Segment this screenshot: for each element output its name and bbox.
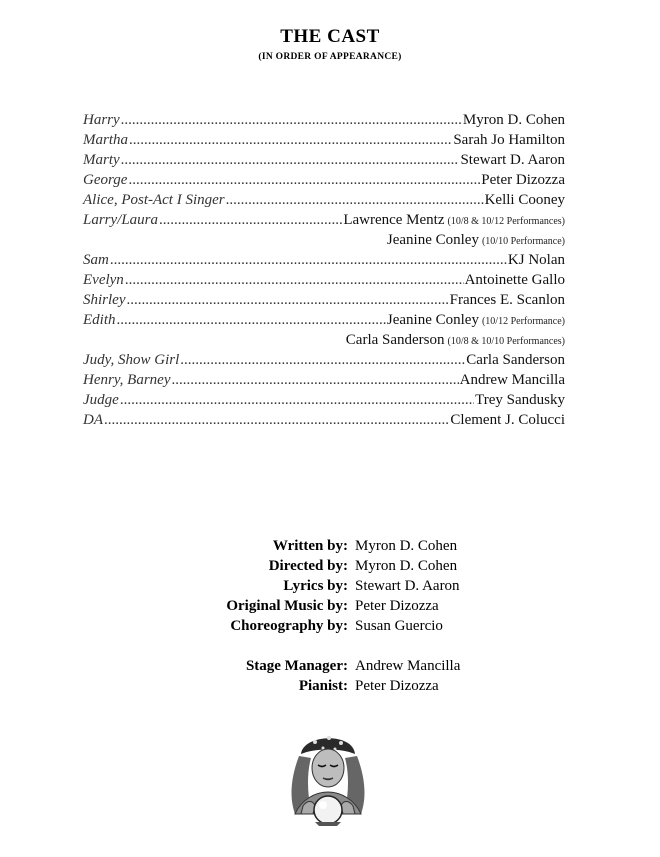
cast-role: George (83, 172, 128, 188)
cast-role: Harry (83, 112, 120, 128)
credit-row (0, 596, 660, 616)
cast-actor: Lawrence Mentz (343, 212, 445, 228)
cast-actor: Frances E. Scanlon (449, 292, 565, 308)
cast-actor: Kelli Cooney (484, 192, 565, 208)
cast-actor: Sarah Jo Hamilton (453, 132, 565, 148)
cast-row (83, 110, 565, 130)
dot-leader (117, 310, 386, 330)
cast-row (83, 350, 565, 370)
performance-note: (10/12 Performance) (481, 316, 565, 327)
cast-actor: KJ Nolan (507, 252, 565, 268)
cast-row (83, 190, 565, 210)
cast-actor: Andrew Mancilla (459, 372, 565, 388)
credits-block (0, 536, 660, 696)
credit-row (0, 536, 660, 556)
cast-row (83, 130, 565, 150)
fortune-teller-crystal-ball-icon (281, 722, 375, 827)
cast-actor: Trey Sandusky (475, 392, 565, 408)
cast-role: Judge (83, 392, 119, 408)
cast-row (83, 230, 565, 250)
cast-row (83, 310, 565, 330)
cast-actor: Jeanine Conley (386, 232, 479, 248)
credit-value: Peter Dizozza (355, 598, 439, 614)
credit-row (0, 616, 660, 636)
cast-row (83, 390, 565, 410)
cast-actor: Myron D. Cohen (462, 112, 565, 128)
performance-note: (10/10 Performance) (481, 236, 565, 247)
cast-row (83, 150, 565, 170)
cast-row (83, 330, 565, 350)
cast-row (83, 210, 565, 230)
cast-row (83, 250, 565, 270)
dot-leader (226, 190, 484, 210)
cast-role: Alice, Post-Act I Singer (83, 192, 225, 208)
cast-list (83, 110, 565, 430)
cast-role: Evelyn (83, 272, 124, 288)
credit-label: Lyrics by: (283, 578, 348, 594)
dot-leader (121, 110, 462, 130)
cast-actor: Antoinette Gallo (464, 272, 565, 288)
credit-value: Susan Guercio (355, 618, 443, 634)
credit-value: Stewart D. Aaron (355, 578, 460, 594)
cast-role: Edith (83, 312, 116, 328)
cast-row (83, 270, 565, 290)
cast-role: Shirley (83, 292, 126, 308)
dot-leader (180, 350, 465, 370)
cast-actor: Jeanine Conley (386, 312, 479, 328)
cast-row (83, 290, 565, 310)
cast-actor: Carla Sanderson (466, 352, 565, 368)
credit-label: Directed by: (268, 558, 348, 574)
cast-row (83, 170, 565, 190)
dot-leader (128, 170, 480, 190)
cast-role: Larry/Laura (83, 212, 159, 228)
cast-actor: Clement J. Colucci (450, 412, 565, 428)
credit-label: Choreography by: (230, 618, 348, 634)
staff-row (0, 676, 660, 696)
cast-role: Marty (83, 152, 120, 168)
cast-role: Henry, Barney (83, 372, 171, 388)
cast-actor: Carla Sanderson (345, 332, 445, 348)
cast-role: Martha (83, 132, 128, 148)
performance-note: (10/8 & 10/10 Performances) (447, 336, 565, 347)
dot-leader (127, 290, 449, 310)
dot-leader (171, 370, 458, 390)
cast-role: Sam (83, 252, 109, 268)
staff-label: Pianist: (298, 678, 348, 694)
cast-row (83, 370, 565, 390)
page-title: THE CAST (280, 26, 380, 47)
staff-value: Andrew Mancilla (355, 658, 461, 674)
dot-leader (110, 250, 507, 270)
credit-value: Myron D. Cohen (355, 538, 458, 554)
credit-row (0, 556, 660, 576)
cast-actor: Peter Dizozza (481, 172, 565, 188)
credit-value: Myron D. Cohen (355, 558, 458, 574)
dot-leader (121, 150, 460, 170)
cast-role: Judy, Show Girl (83, 352, 180, 368)
dot-leader (129, 130, 452, 150)
page-subtitle: (IN ORDER OF APPEARANCE) (258, 52, 402, 62)
staff-value: Peter Dizozza (355, 678, 439, 694)
dot-leader (120, 390, 474, 410)
dot-leader (125, 270, 464, 290)
cast-actor: Stewart D. Aaron (460, 152, 565, 168)
credit-label: Written by: (272, 538, 348, 554)
credit-label: Original Music by: (226, 598, 348, 614)
spacer (0, 636, 660, 656)
credit-row (0, 576, 660, 596)
dot-leader (104, 410, 449, 430)
cast-role: DA (83, 412, 103, 428)
performance-note: (10/8 & 10/12 Performances) (447, 216, 565, 227)
cast-row (83, 410, 565, 430)
dot-leader (159, 210, 342, 230)
staff-label: Stage Manager: (245, 658, 348, 674)
staff-row (0, 656, 660, 676)
